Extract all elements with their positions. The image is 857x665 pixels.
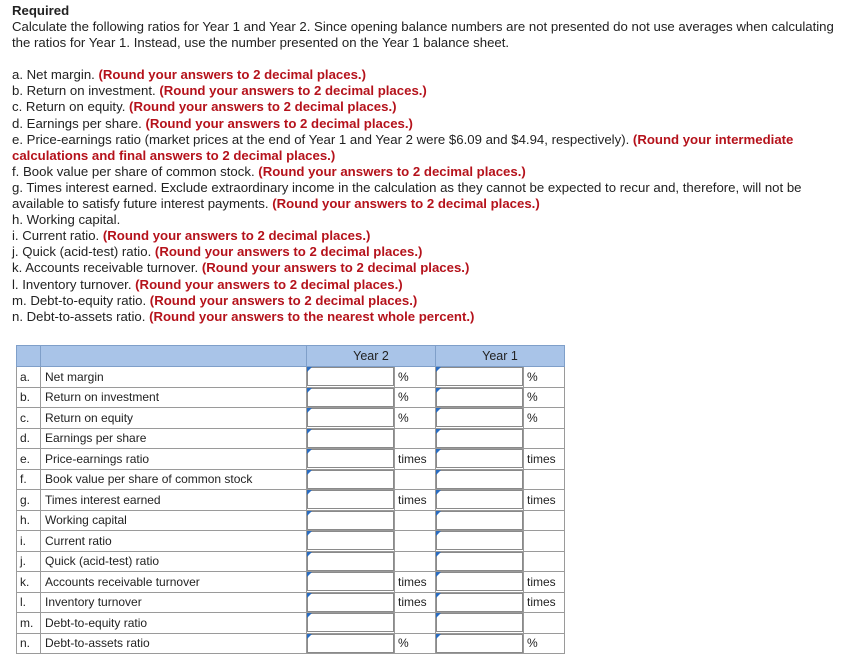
year-1-cell	[436, 572, 524, 593]
year-2-cell	[307, 367, 395, 388]
year-2-answer-input[interactable]	[307, 449, 394, 468]
year-1-answer-input[interactable]	[436, 388, 523, 407]
instruction-label: l. Inventory turnover.	[12, 276, 132, 292]
unit-label	[524, 531, 565, 552]
unit-label: times	[524, 592, 565, 613]
year-1-cell	[436, 469, 524, 490]
rounding-note: (Round your answers to 2 decimal places.)	[258, 163, 526, 179]
rounding-note: (Round your answers to the nearest whole percent.)	[149, 308, 475, 324]
year-2-cell	[307, 613, 395, 634]
year-2-answer-input[interactable]	[307, 634, 394, 653]
row-ratio-name: Debt-to-assets ratio	[41, 633, 307, 654]
row-letter: m.	[17, 613, 41, 634]
unit-label: times	[524, 449, 565, 470]
year-1-answer-input[interactable]	[436, 634, 523, 653]
year-2-cell	[307, 469, 395, 490]
year-1-answer-input[interactable]	[436, 593, 523, 612]
table-row	[17, 490, 565, 511]
instruction-item	[12, 99, 850, 115]
rounding-note: (Round your answers to 2 decimal places.)	[201, 260, 470, 276]
year-1-cell	[436, 449, 524, 470]
unit-label	[395, 531, 436, 552]
unit-label	[395, 428, 436, 449]
row-letter: d.	[17, 428, 41, 449]
year-2-answer-input[interactable]	[307, 408, 394, 427]
row-ratio-name: Debt-to-equity ratio	[41, 613, 307, 634]
unit-label: %	[524, 367, 565, 388]
unit-label	[395, 613, 436, 634]
instruction-label: j. Quick (acid-test) ratio.	[12, 244, 152, 260]
unit-label	[395, 551, 436, 572]
year-1-cell	[436, 428, 524, 449]
unit-label: times	[524, 572, 565, 593]
row-letter: h.	[17, 510, 41, 531]
year-2-answer-input[interactable]	[307, 388, 394, 407]
unit-label: %	[524, 408, 565, 429]
instruction-item	[12, 116, 850, 132]
unit-label: %	[395, 408, 436, 429]
year-2-cell	[307, 387, 395, 408]
instruction-item	[12, 293, 850, 309]
instruction-item	[12, 180, 850, 212]
row-letter: e.	[17, 449, 41, 470]
unit-label	[395, 469, 436, 490]
unit-label: times	[524, 490, 565, 511]
instruction-label: k. Accounts receivable turnover.	[12, 260, 199, 276]
rounding-note: (Round your answers to 2 decimal places.)	[149, 292, 418, 308]
table-row	[17, 531, 565, 552]
year-2-answer-input[interactable]	[307, 531, 394, 550]
required-heading: Required	[12, 3, 70, 18]
year-2-cell	[307, 572, 395, 593]
year-2-answer-input[interactable]	[307, 470, 394, 489]
rounding-note: (Round your answers to 2 decimal places.)	[154, 244, 423, 260]
unit-label: %	[524, 633, 565, 654]
instruction-item	[12, 277, 850, 293]
instructions	[12, 3, 850, 325]
table-row	[17, 469, 565, 490]
year-2-answer-input[interactable]	[307, 511, 394, 530]
rounding-note: (Round your answers to 2 decimal places.)	[159, 83, 427, 99]
table-row	[17, 408, 565, 429]
ratios-table	[16, 345, 565, 654]
table-row	[17, 633, 565, 654]
unit-label: times	[395, 490, 436, 511]
intro-text: Calculate the following ratios for Year 1 and Year 2. Since opening balance numbers are not presented do not use averages when calculating the ratios for Year 1. Instead, use the number presented on the Year 1 balance sheet.	[12, 19, 834, 51]
instruction-item	[12, 309, 850, 325]
year-2-cell	[307, 510, 395, 531]
year-1-cell	[436, 510, 524, 531]
header-blank	[17, 346, 41, 367]
table-row	[17, 551, 565, 572]
year-1-cell	[436, 408, 524, 429]
year-2-cell	[307, 551, 395, 572]
unit-label	[524, 428, 565, 449]
instruction-item	[12, 228, 850, 244]
row-letter: f.	[17, 469, 41, 490]
row-ratio-name: Book value per share of common stock	[41, 469, 307, 490]
year-1-cell	[436, 387, 524, 408]
row-ratio-name: Working capital	[41, 510, 307, 531]
rounding-note: (Round your answers to 2 decimal places.)	[98, 67, 366, 83]
instruction-item	[12, 164, 850, 180]
row-ratio-name: Earnings per share	[41, 428, 307, 449]
table-row	[17, 613, 565, 634]
instruction-item	[12, 67, 850, 83]
year-1-cell	[436, 551, 524, 572]
table-row	[17, 572, 565, 593]
row-letter: a.	[17, 367, 41, 388]
row-letter: c.	[17, 408, 41, 429]
year-2-answer-input[interactable]	[307, 572, 394, 591]
row-ratio-name: Return on investment	[41, 387, 307, 408]
rounding-note: (Round your intermediate calculations and final answers to 2 decimal places.)	[12, 131, 794, 163]
row-ratio-name: Return on equity	[41, 408, 307, 429]
instruction-label: n. Debt-to-assets ratio.	[12, 308, 146, 324]
unit-label: %	[395, 633, 436, 654]
row-letter: n.	[17, 633, 41, 654]
row-ratio-name: Current ratio	[41, 531, 307, 552]
row-ratio-name: Accounts receivable turnover	[41, 572, 307, 593]
year-1-answer-input[interactable]	[436, 490, 523, 509]
header-year-1: Year 1	[436, 346, 565, 367]
table-row	[17, 387, 565, 408]
unit-label	[524, 551, 565, 572]
year-2-cell	[307, 408, 395, 429]
row-letter: b.	[17, 387, 41, 408]
year-1-cell	[436, 592, 524, 613]
unit-label: %	[524, 387, 565, 408]
instruction-item	[12, 244, 850, 260]
row-ratio-name: Price-earnings ratio	[41, 449, 307, 470]
year-1-cell	[436, 531, 524, 552]
row-ratio-name: Inventory turnover	[41, 592, 307, 613]
row-ratio-name: Net margin	[41, 367, 307, 388]
row-ratio-name: Quick (acid-test) ratio	[41, 551, 307, 572]
table-row	[17, 449, 565, 470]
table-row	[17, 592, 565, 613]
year-1-answer-input[interactable]	[436, 367, 523, 386]
year-2-answer-input[interactable]	[307, 593, 394, 612]
unit-label: times	[395, 592, 436, 613]
rounding-note: (Round your answers to 2 decimal places.)	[135, 276, 403, 292]
rounding-note: (Round your answers to 2 decimal places.)	[145, 115, 413, 131]
instruction-label: e. Price-earnings ratio (market prices at the end of Year 1 and Year 2 were $6.09 and $4.94, respectively).	[12, 131, 630, 147]
year-1-cell	[436, 490, 524, 511]
ratio-instruction-list	[12, 67, 850, 325]
year-2-cell	[307, 592, 395, 613]
year-1-cell	[436, 367, 524, 388]
table-row	[17, 428, 565, 449]
unit-label	[395, 510, 436, 531]
instruction-label: a. Net margin.	[12, 67, 95, 83]
table-row	[17, 510, 565, 531]
instruction-label: d. Earnings per share.	[12, 115, 142, 131]
year-1-cell	[436, 633, 524, 654]
year-2-cell	[307, 531, 395, 552]
year-2-answer-input[interactable]	[307, 552, 394, 571]
year-1-answer-input[interactable]	[436, 408, 523, 427]
unit-label: %	[395, 367, 436, 388]
year-1-answer-input[interactable]	[436, 572, 523, 591]
instruction-item	[12, 260, 850, 276]
row-letter: k.	[17, 572, 41, 593]
year-2-cell	[307, 633, 395, 654]
year-1-answer-input[interactable]	[436, 449, 523, 468]
year-2-answer-input[interactable]	[307, 429, 394, 448]
row-letter: g.	[17, 490, 41, 511]
year-1-answer-input[interactable]	[436, 552, 523, 571]
instruction-label: c. Return on equity.	[12, 99, 126, 115]
year-2-answer-input[interactable]	[307, 490, 394, 509]
year-1-answer-input[interactable]	[436, 613, 523, 632]
header-blank	[41, 346, 307, 367]
year-1-cell	[436, 613, 524, 634]
rounding-note: (Round your answers to 2 decimal places.)	[102, 228, 371, 244]
unit-label	[524, 510, 565, 531]
unit-label: %	[395, 387, 436, 408]
year-1-answer-input[interactable]	[436, 429, 523, 448]
instruction-item	[12, 212, 850, 228]
unit-label	[524, 469, 565, 490]
instruction-item	[12, 132, 850, 164]
year-1-answer-input[interactable]	[436, 511, 523, 530]
unit-label: times	[395, 572, 436, 593]
instruction-label: f. Book value per share of common stock.	[12, 163, 255, 179]
year-2-cell	[307, 490, 395, 511]
year-2-cell	[307, 449, 395, 470]
year-1-answer-input[interactable]	[436, 531, 523, 550]
rounding-note: (Round your answers to 2 decimal places.)	[129, 99, 397, 115]
rounding-note: (Round your answers to 2 decimal places.)	[272, 196, 540, 212]
year-2-cell	[307, 428, 395, 449]
row-letter: l.	[17, 592, 41, 613]
instruction-label: i. Current ratio.	[12, 228, 100, 244]
row-letter: i.	[17, 531, 41, 552]
unit-label: times	[395, 449, 436, 470]
instruction-label: g. Times interest earned. Exclude extraordinary income in the calculation as they cannot be expected to recur and, therefore, will not be available to satisfy future interest payments.	[12, 179, 802, 212]
header-year-2: Year 2	[307, 346, 436, 367]
year-1-answer-input[interactable]	[436, 470, 523, 489]
instruction-item	[12, 83, 850, 99]
row-letter: j.	[17, 551, 41, 572]
table-header-row	[17, 346, 565, 367]
unit-label	[524, 613, 565, 634]
instruction-label: h. Working capital.	[12, 212, 121, 228]
instruction-label: b. Return on investment.	[12, 83, 156, 99]
year-2-answer-input[interactable]	[307, 613, 394, 632]
year-2-answer-input[interactable]	[307, 367, 394, 386]
instruction-label: m. Debt-to-equity ratio.	[12, 292, 147, 308]
table-row	[17, 367, 565, 388]
row-ratio-name: Times interest earned	[41, 490, 307, 511]
